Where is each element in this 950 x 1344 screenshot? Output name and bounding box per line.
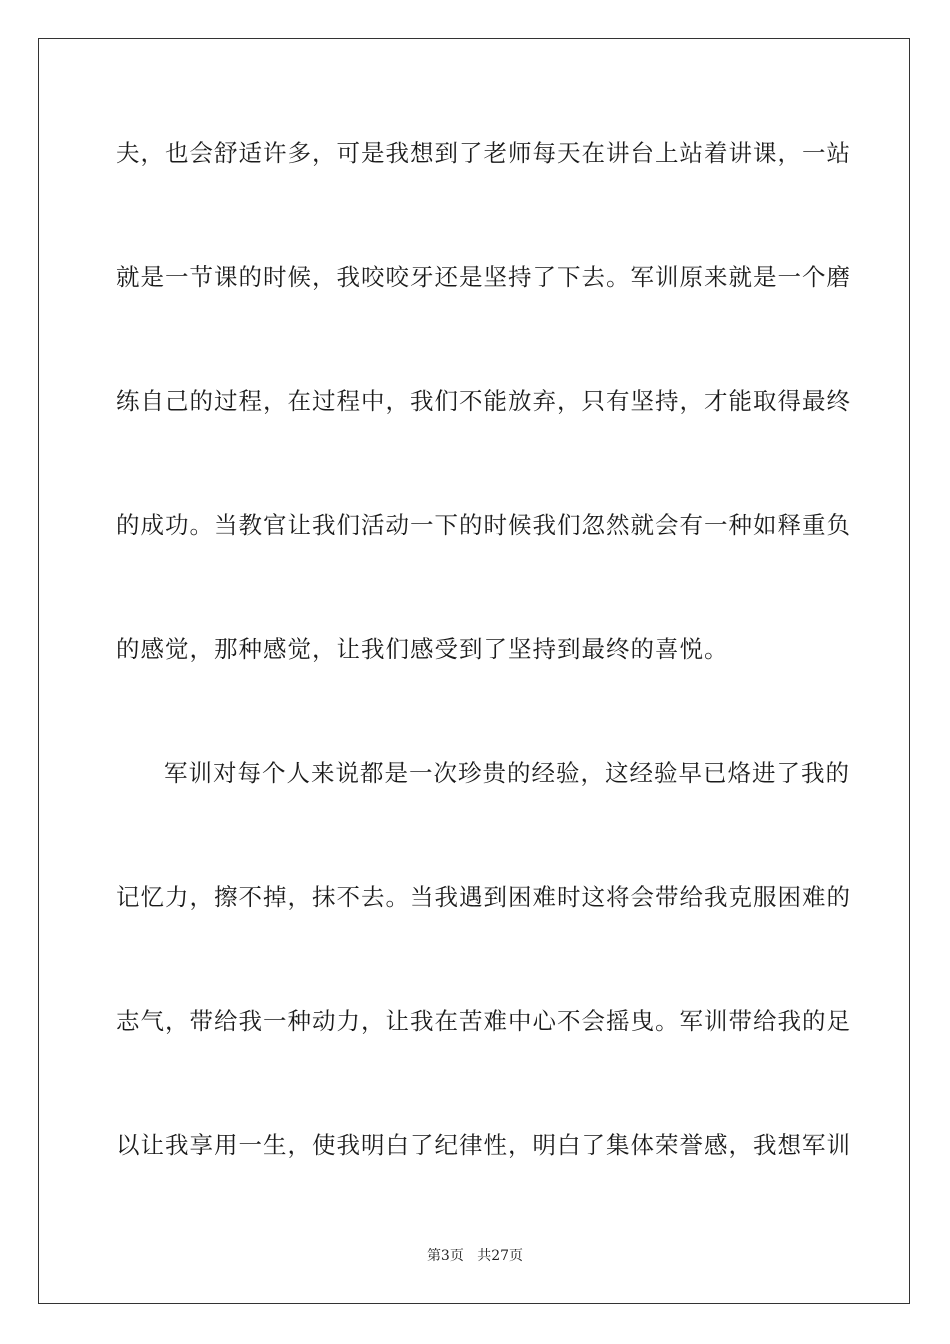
- text-line: 的成功。当教官让我们活动一下的时候我们忽然就会有一种如释重负: [116, 511, 851, 539]
- paragraph-first-line: 军训对每个人来说都是一次珍贵的经验，这经验早已烙进了我的: [164, 759, 850, 787]
- page-number: 第3页: [426, 1248, 464, 1264]
- text-line: 记忆力，擦不掉，抹不去。当我遇到困难时这将会带给我克服困难的: [116, 883, 851, 911]
- text-line: 夫，也会舒适许多，可是我想到了老师每天在讲台上站着讲课，一站: [116, 139, 851, 167]
- text-line: 就是一节课的时候，我咬咬牙还是坚持了下去。军训原来就是一个磨: [116, 263, 851, 291]
- page-total: 共27页: [477, 1248, 524, 1264]
- text-line: 志气，带给我一种动力，让我在苦难中心不会摇曳。军训带给我的足: [116, 1007, 851, 1035]
- text-line: 的感觉，那种感觉，让我们感受到了坚持到最终的喜悦。: [116, 635, 729, 663]
- text-line: 以让我享用一生，使我明白了纪律性，明白了集体荣誉感，我想军训: [116, 1131, 851, 1159]
- page-border: [38, 38, 910, 1304]
- page-footer: [0, 1246, 950, 1266]
- text-line: 练自己的过程，在过程中，我们不能放弃，只有坚持，才能取得最终: [116, 387, 851, 415]
